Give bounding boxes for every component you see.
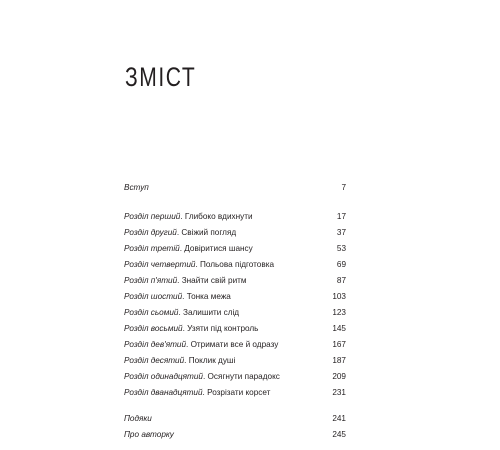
toc-entry-label: Про авторку [124,430,174,439]
chapter-number: Розділ дванадцятий [124,388,203,397]
toc-entry-page: 103 [332,292,346,301]
chapter-number: Розділ сьомий [124,308,179,317]
toc-entry-label: Розділ десятий . Поклик душі [124,353,235,369]
toc-entry-about-author[interactable] [124,427,346,443]
toc-entry-page: 241 [332,414,346,423]
toc-entry-chapter[interactable] [124,273,346,289]
toc-entry-label: Розділ другий . Свіжий погляд [124,225,236,241]
chapter-title: Поклик душі [188,356,236,365]
toc-entry-page: 37 [336,228,346,237]
chapter-number: Розділ третій [124,244,180,253]
toc-entry-label: Розділ п'ятий . Знайти свій ритм [124,273,247,289]
chapter-number: Розділ п'ятий [124,276,178,285]
chapter-number: Розділ перший [124,212,181,221]
chapter-title: Отримати все й одразу [190,340,279,349]
toc-entry-page: 187 [332,356,346,365]
toc-entry-page: 167 [332,340,346,349]
toc-entry-chapter[interactable] [124,209,346,225]
toc-entry-chapter[interactable] [124,353,346,369]
chapter-list [124,209,346,401]
chapter-title: Розрізати корсет [207,388,271,397]
toc-entry-chapter[interactable] [124,257,346,273]
chapter-number: Розділ одинадцятий [124,372,203,381]
toc-entry-label: Розділ сьомий . Залишити слід [124,305,239,321]
toc-entry-label: Розділ третій . Довіритися шансу [124,241,253,257]
chapter-title: Залишити слід [183,308,240,317]
toc-entry-page: 7 [341,183,346,192]
chapter-number: Розділ восьмий [124,324,183,333]
toc-entry-intro[interactable] [124,180,346,196]
toc-entry-label: Розділ дев'ятий . Отримати все й одразу [124,337,278,353]
toc-entry-label: Розділ перший . Глибоко вдихнути [124,209,253,225]
toc-entry-chapter[interactable] [124,289,346,305]
toc-entry-label: Розділ одинадцятий . Осягнути парадокс [124,369,280,385]
toc-entry-page: 123 [332,308,346,317]
toc-entry-label: Розділ шостий . Тонка межа [124,289,231,305]
chapter-number: Розділ четвертий [124,260,196,269]
toc-entry-page: 209 [332,372,346,381]
chapter-title: Довіритися шансу [184,244,253,253]
toc-entry-page: 53 [336,244,346,253]
toc-entry-label: Розділ четвертий . Польова підготовка [124,257,274,273]
chapter-title: Глибоко вдихнути [184,212,253,221]
toc-entry-chapter[interactable] [124,385,346,401]
toc-entry-label: Розділ дванадцятий . Розрізати корсет [124,385,270,401]
chapter-number: Розділ шостий [124,292,183,301]
toc-entry-chapter[interactable] [124,337,346,353]
toc-entry-label: Подяки [124,414,152,423]
chapter-title: Знайти свій ритм [181,276,247,285]
chapter-title: Свіжий погляд [181,228,237,237]
toc-entry-page: 231 [332,388,346,397]
toc-entry-page: 69 [336,260,346,269]
toc-entry-label: Вступ [124,183,149,192]
chapter-title: Тонка межа [186,292,231,301]
toc-entry-page: 17 [336,212,346,221]
toc-entry-page: 87 [336,276,346,285]
toc-entry-acknowledgements[interactable] [124,411,346,427]
table-of-contents [124,180,346,443]
chapter-title: Осягнути парадокс [207,372,280,381]
toc-entry-chapter[interactable] [124,241,346,257]
toc-entry-page: 245 [332,430,346,439]
toc-entry-label: Розділ восьмий . Узяти під контроль [124,321,258,337]
page-title: ЗМІСТ [125,62,197,92]
toc-entry-chapter[interactable] [124,369,346,385]
chapter-number: Розділ дев'ятий [124,340,186,349]
toc-entry-chapter[interactable] [124,225,346,241]
chapter-number: Розділ другий [124,228,177,237]
toc-entry-page: 145 [332,324,346,333]
toc-entry-chapter[interactable] [124,321,346,337]
chapter-title: Узяти під контроль [187,324,259,333]
toc-entry-chapter[interactable] [124,305,346,321]
chapter-title: Польова підготовка [200,260,275,269]
chapter-number: Розділ десятий [124,356,185,365]
